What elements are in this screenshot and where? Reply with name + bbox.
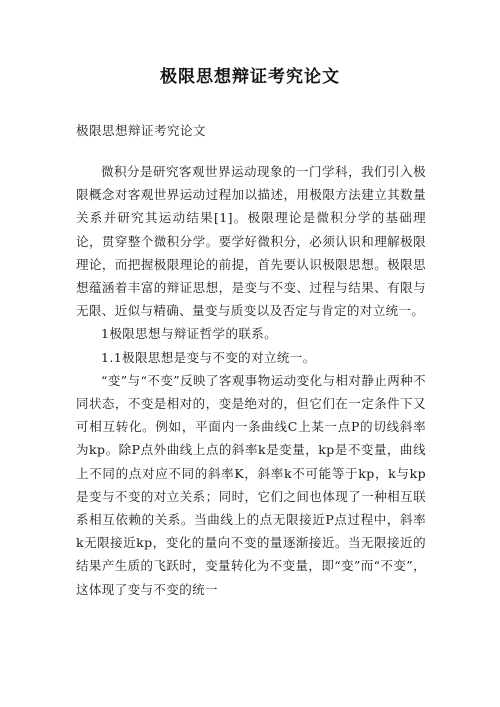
- section-heading-1-1: 1.1极限思想是变与不变的对立统一。: [101, 349, 316, 365]
- paragraph-change-invariance: “变”与“不变”反映了客观事物运动变化与相对静止两种不同状态，不变是相对的，变是绝对的，但它们在一定条件下又可相互转化。例如，平面内一条曲线C上某一点P的切线斜率为kp。除P点外曲线上点的斜率k是变量，kp是不变量，曲线上不同的点对应不同的斜率K，斜率k不可能等于kp，k与kp是变与不变的对立关系；同时，它们之间也体现了一种相互联系相互依赖的关系。当曲线上的点无限接近P点过程中，斜率k无限接近kp，变化的量向不变的量逐渐接近。当无限接近的结果产生质的飞跃时，变量转化为不变量，即“变”而“不变”，这体现了变与不变的统一: [76, 372, 426, 597]
- document-body: [76, 160, 426, 601]
- paragraph-intro: 微积分是研究客观世界运动现象的一门学科，我们引入极限概念对客观世界运动过程加以描述，用极限方法建立其数量关系并研究其运动结果[1]。极限理论是微积分学的基础理论，贯穿整个微积分学。要学好微积分，必须认识和理解极限理论，而把握极限理论的前提，首先要认识极限思想。极限思想蕴涵着丰富的辩证思想，是变与不变、过程与结果、有限与无限、近似与精确、量变与质变以及否定与肯定的对立统一。: [76, 164, 426, 319]
- document-subtitle: 极限思想辩证考究论文: [76, 123, 207, 138]
- document-title: 极限思想辩证考究论文: [160, 67, 340, 87]
- section-heading-1: 1极限思想与辩证哲学的联系。: [101, 326, 278, 342]
